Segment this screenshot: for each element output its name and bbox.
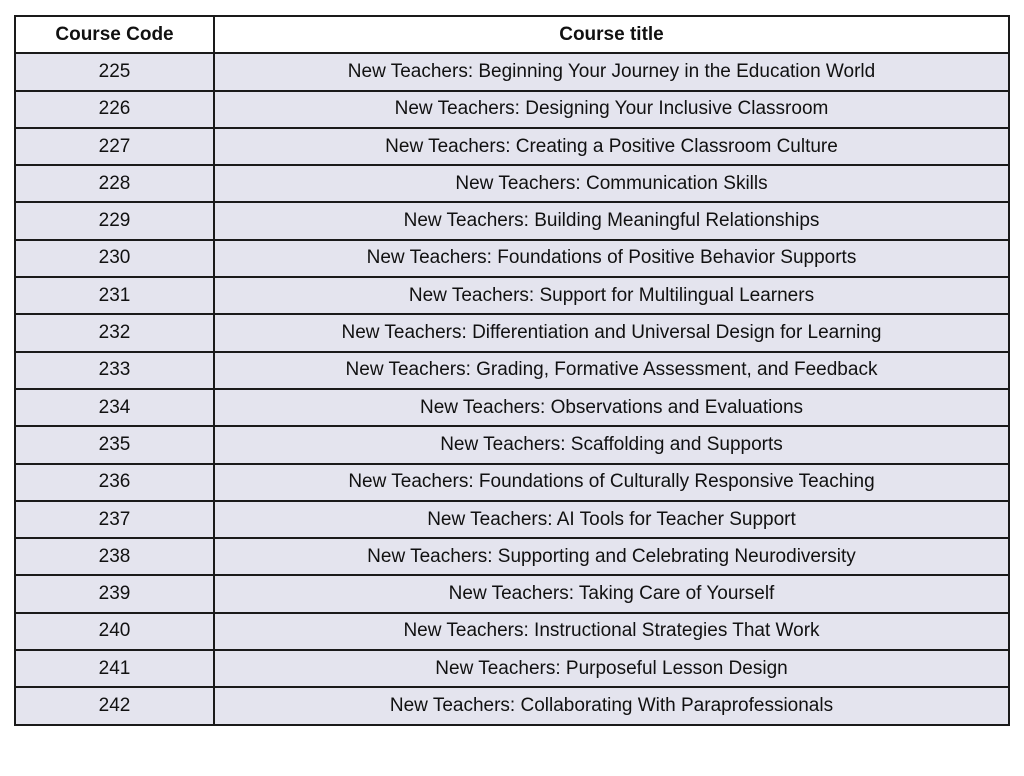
course-code-cell: 235	[15, 426, 214, 463]
course-code-cell: 238	[15, 538, 214, 575]
course-title-cell: New Teachers: Observations and Evaluations	[214, 389, 1009, 426]
header-row	[15, 16, 1009, 53]
course-code-cell: 233	[15, 352, 214, 389]
header-course-code: Course Code	[15, 16, 214, 53]
course-code-cell: 230	[15, 240, 214, 277]
course-title-cell: New Teachers: Building Meaningful Relationships	[214, 202, 1009, 239]
course-code-cell: 226	[15, 91, 214, 128]
course-code-cell: 228	[15, 165, 214, 202]
course-table	[14, 15, 1010, 726]
course-code-cell: 239	[15, 575, 214, 612]
course-code-cell: 227	[15, 128, 214, 165]
course-code-cell: 232	[15, 314, 214, 351]
course-title-cell: New Teachers: Instructional Strategies That Work	[214, 613, 1009, 650]
table-row	[15, 575, 1009, 612]
course-title-cell: New Teachers: Scaffolding and Supports	[214, 426, 1009, 463]
course-title-cell: New Teachers: Differentiation and Universal Design for Learning	[214, 314, 1009, 351]
course-title-cell: New Teachers: Purposeful Lesson Design	[214, 650, 1009, 687]
course-code-cell: 242	[15, 687, 214, 724]
table-row	[15, 426, 1009, 463]
course-code-cell: 237	[15, 501, 214, 538]
course-title-cell: New Teachers: Taking Care of Yourself	[214, 575, 1009, 612]
table-row	[15, 91, 1009, 128]
table-row	[15, 240, 1009, 277]
course-title-cell: New Teachers: Support for Multilingual Learners	[214, 277, 1009, 314]
course-title-cell: New Teachers: Collaborating With Paraprofessionals	[214, 687, 1009, 724]
course-title-cell: New Teachers: Beginning Your Journey in the Education World	[214, 53, 1009, 90]
course-title-cell: New Teachers: Supporting and Celebrating Neurodiversity	[214, 538, 1009, 575]
course-title-cell: New Teachers: Grading, Formative Assessment, and Feedback	[214, 352, 1009, 389]
table-row	[15, 538, 1009, 575]
course-code-cell: 241	[15, 650, 214, 687]
table-row	[15, 202, 1009, 239]
table-row	[15, 53, 1009, 90]
table-row	[15, 650, 1009, 687]
course-title-cell: New Teachers: Creating a Positive Classroom Culture	[214, 128, 1009, 165]
table-row	[15, 464, 1009, 501]
course-code-cell: 225	[15, 53, 214, 90]
header-course-title: Course title	[214, 16, 1009, 53]
table-row	[15, 501, 1009, 538]
course-code-cell: 236	[15, 464, 214, 501]
table-body	[15, 53, 1009, 724]
table-row	[15, 314, 1009, 351]
course-title-cell: New Teachers: Foundations of Positive Behavior Supports	[214, 240, 1009, 277]
table-row	[15, 277, 1009, 314]
course-title-cell: New Teachers: Designing Your Inclusive Classroom	[214, 91, 1009, 128]
table-row	[15, 128, 1009, 165]
course-title-cell: New Teachers: Communication Skills	[214, 165, 1009, 202]
course-code-cell: 231	[15, 277, 214, 314]
table-row	[15, 687, 1009, 724]
course-code-cell: 234	[15, 389, 214, 426]
course-code-cell: 240	[15, 613, 214, 650]
table-row	[15, 613, 1009, 650]
course-code-cell: 229	[15, 202, 214, 239]
table-row	[15, 389, 1009, 426]
course-title-cell: New Teachers: Foundations of Culturally Responsive Teaching	[214, 464, 1009, 501]
course-title-cell: New Teachers: AI Tools for Teacher Support	[214, 501, 1009, 538]
table-row	[15, 165, 1009, 202]
table-row	[15, 352, 1009, 389]
